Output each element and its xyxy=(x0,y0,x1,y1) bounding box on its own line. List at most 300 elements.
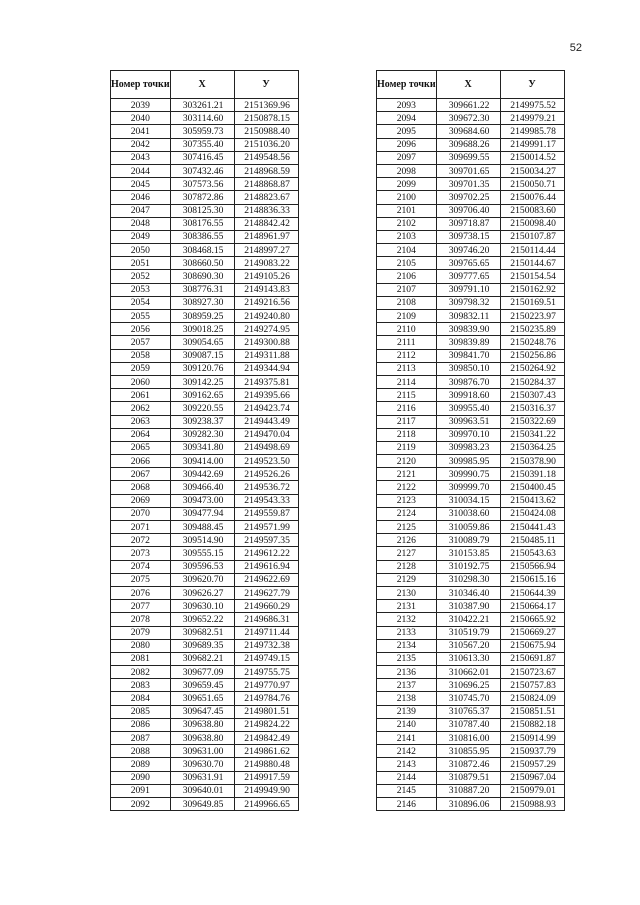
y-coordinate-cell: 2150566.94 xyxy=(500,560,564,573)
table-row xyxy=(111,718,299,731)
y-coordinate-cell: 2150256.86 xyxy=(500,349,564,362)
table-row xyxy=(377,455,565,468)
table-row xyxy=(377,138,565,151)
point-number-cell: 2134 xyxy=(377,639,437,652)
header-x: X xyxy=(170,71,234,99)
y-coordinate-cell: 2149660.29 xyxy=(234,600,298,613)
point-number-cell: 2051 xyxy=(111,257,171,270)
x-coordinate-cell: 309638.80 xyxy=(170,718,234,731)
table-row xyxy=(111,323,299,336)
table-row xyxy=(111,455,299,468)
point-number-cell: 2053 xyxy=(111,283,171,296)
x-coordinate-cell: 309630.10 xyxy=(170,600,234,613)
y-coordinate-cell: 2149949.90 xyxy=(234,784,298,797)
table-row xyxy=(111,600,299,613)
y-coordinate-cell: 2150967.04 xyxy=(500,771,564,784)
y-coordinate-cell: 2149083.22 xyxy=(234,257,298,270)
coordinates-table-right xyxy=(376,70,565,811)
point-number-cell: 2057 xyxy=(111,336,171,349)
point-number-cell: 2123 xyxy=(377,494,437,507)
table-row xyxy=(111,494,299,507)
point-number-cell: 2042 xyxy=(111,138,171,151)
x-coordinate-cell: 309630.70 xyxy=(170,758,234,771)
y-coordinate-cell: 2149536.72 xyxy=(234,481,298,494)
x-coordinate-cell: 309918.60 xyxy=(436,389,500,402)
table-row xyxy=(377,573,565,586)
x-coordinate-cell: 307432.46 xyxy=(170,164,234,177)
y-coordinate-cell: 2150235.89 xyxy=(500,323,564,336)
point-number-cell: 2089 xyxy=(111,758,171,771)
x-coordinate-cell: 309626.27 xyxy=(170,586,234,599)
point-number-cell: 2142 xyxy=(377,745,437,758)
y-coordinate-cell: 2149622.69 xyxy=(234,573,298,586)
point-number-cell: 2087 xyxy=(111,732,171,745)
x-coordinate-cell: 309832.11 xyxy=(436,310,500,323)
y-coordinate-cell: 2149686.31 xyxy=(234,613,298,626)
y-coordinate-cell: 2150223.97 xyxy=(500,310,564,323)
table-row xyxy=(377,217,565,230)
table-row xyxy=(111,797,299,810)
point-number-cell: 2086 xyxy=(111,718,171,731)
table-row xyxy=(377,178,565,191)
x-coordinate-cell: 308776.31 xyxy=(170,283,234,296)
table-row xyxy=(111,639,299,652)
y-coordinate-cell: 2149240.80 xyxy=(234,310,298,323)
point-number-cell: 2048 xyxy=(111,217,171,230)
x-coordinate-cell: 310298.30 xyxy=(436,573,500,586)
y-coordinate-cell: 2150114.44 xyxy=(500,244,564,257)
x-coordinate-cell: 308959.25 xyxy=(170,310,234,323)
x-coordinate-cell: 309414.00 xyxy=(170,455,234,468)
x-coordinate-cell: 309970.10 xyxy=(436,428,500,441)
y-coordinate-cell: 2150615.16 xyxy=(500,573,564,586)
y-coordinate-cell: 2150851.51 xyxy=(500,705,564,718)
x-coordinate-cell: 310745.70 xyxy=(436,692,500,705)
table-row xyxy=(111,244,299,257)
point-number-cell: 2073 xyxy=(111,547,171,560)
x-coordinate-cell: 308468.15 xyxy=(170,244,234,257)
table-row xyxy=(111,217,299,230)
x-coordinate-cell: 308176.55 xyxy=(170,217,234,230)
table-row xyxy=(377,99,565,112)
y-coordinate-cell: 2151036.20 xyxy=(234,138,298,151)
table-row xyxy=(111,521,299,534)
table-row xyxy=(377,600,565,613)
y-coordinate-cell: 2149375.81 xyxy=(234,375,298,388)
y-coordinate-cell: 2148968.59 xyxy=(234,164,298,177)
point-number-cell: 2085 xyxy=(111,705,171,718)
y-coordinate-cell: 2149979.21 xyxy=(500,112,564,125)
table-row xyxy=(111,468,299,481)
x-coordinate-cell: 310387.90 xyxy=(436,600,500,613)
point-number-cell: 2067 xyxy=(111,468,171,481)
point-number-cell: 2131 xyxy=(377,600,437,613)
x-coordinate-cell: 309839.89 xyxy=(436,336,500,349)
x-coordinate-cell: 308125.30 xyxy=(170,204,234,217)
point-number-cell: 2088 xyxy=(111,745,171,758)
table-row xyxy=(111,191,299,204)
x-coordinate-cell: 309839.90 xyxy=(436,323,500,336)
point-number-cell: 2078 xyxy=(111,613,171,626)
y-coordinate-cell: 2149975.52 xyxy=(500,99,564,112)
table-row xyxy=(377,296,565,309)
table-row xyxy=(377,151,565,164)
y-coordinate-cell: 2150169.51 xyxy=(500,296,564,309)
x-coordinate-cell: 309555.15 xyxy=(170,547,234,560)
table-row xyxy=(377,797,565,810)
table-row xyxy=(377,375,565,388)
table-row xyxy=(111,349,299,362)
point-number-cell: 2146 xyxy=(377,797,437,810)
table-row xyxy=(111,230,299,243)
point-number-cell: 2060 xyxy=(111,375,171,388)
point-number-cell: 2136 xyxy=(377,666,437,679)
table-row xyxy=(111,151,299,164)
point-number-cell: 2132 xyxy=(377,613,437,626)
y-coordinate-cell: 2149880.48 xyxy=(234,758,298,771)
y-coordinate-cell: 2149732.38 xyxy=(234,639,298,652)
x-coordinate-cell: 305959.73 xyxy=(170,125,234,138)
point-number-cell: 2075 xyxy=(111,573,171,586)
table-row xyxy=(377,389,565,402)
y-coordinate-cell: 2150691.87 xyxy=(500,652,564,665)
point-number-cell: 2076 xyxy=(111,586,171,599)
point-number-cell: 2097 xyxy=(377,151,437,164)
x-coordinate-cell: 310089.79 xyxy=(436,534,500,547)
point-number-cell: 2115 xyxy=(377,389,437,402)
y-coordinate-cell: 2150341.22 xyxy=(500,428,564,441)
y-coordinate-cell: 2149423.74 xyxy=(234,402,298,415)
x-coordinate-cell: 309983.23 xyxy=(436,441,500,454)
y-coordinate-cell: 2149548.56 xyxy=(234,151,298,164)
table-row xyxy=(377,336,565,349)
table-row xyxy=(111,164,299,177)
coordinates-table-left xyxy=(110,70,299,811)
point-number-cell: 2117 xyxy=(377,415,437,428)
x-coordinate-cell: 309661.22 xyxy=(436,99,500,112)
point-number-cell: 2083 xyxy=(111,679,171,692)
point-number-cell: 2140 xyxy=(377,718,437,731)
x-coordinate-cell: 307355.40 xyxy=(170,138,234,151)
x-coordinate-cell: 309514.90 xyxy=(170,534,234,547)
x-coordinate-cell: 308660.50 xyxy=(170,257,234,270)
x-coordinate-cell: 309282.30 xyxy=(170,428,234,441)
y-coordinate-cell: 2149711.44 xyxy=(234,626,298,639)
point-number-cell: 2092 xyxy=(111,797,171,810)
y-coordinate-cell: 2150034.27 xyxy=(500,164,564,177)
point-number-cell: 2100 xyxy=(377,191,437,204)
table-row xyxy=(377,784,565,797)
table-row xyxy=(111,178,299,191)
header-point-number: Номер точки xyxy=(377,71,437,99)
point-number-cell: 2072 xyxy=(111,534,171,547)
table-row xyxy=(377,402,565,415)
x-coordinate-cell: 309876.70 xyxy=(436,375,500,388)
point-number-cell: 2045 xyxy=(111,178,171,191)
point-number-cell: 2121 xyxy=(377,468,437,481)
x-coordinate-cell: 307416.45 xyxy=(170,151,234,164)
y-coordinate-cell: 2150248.76 xyxy=(500,336,564,349)
point-number-cell: 2104 xyxy=(377,244,437,257)
table-row xyxy=(377,692,565,705)
y-coordinate-cell: 2150543.63 xyxy=(500,547,564,560)
table-row xyxy=(377,547,565,560)
y-coordinate-cell: 2149842.49 xyxy=(234,732,298,745)
x-coordinate-cell: 309087.15 xyxy=(170,349,234,362)
table-row xyxy=(111,573,299,586)
y-coordinate-cell: 2150307.43 xyxy=(500,389,564,402)
x-coordinate-cell: 310192.75 xyxy=(436,560,500,573)
y-coordinate-cell: 2150316.37 xyxy=(500,402,564,415)
table-row xyxy=(377,204,565,217)
x-coordinate-cell: 310696.25 xyxy=(436,679,500,692)
point-number-cell: 2128 xyxy=(377,560,437,573)
table-row xyxy=(377,560,565,573)
table-row xyxy=(111,784,299,797)
point-number-cell: 2052 xyxy=(111,270,171,283)
point-number-cell: 2138 xyxy=(377,692,437,705)
y-coordinate-cell: 2149344.94 xyxy=(234,362,298,375)
table-header-row xyxy=(111,71,299,99)
point-number-cell: 2135 xyxy=(377,652,437,665)
table-row xyxy=(377,758,565,771)
y-coordinate-cell: 2149311.88 xyxy=(234,349,298,362)
y-coordinate-cell: 2150957.29 xyxy=(500,758,564,771)
y-coordinate-cell: 2150669.27 xyxy=(500,626,564,639)
y-coordinate-cell: 2150882.18 xyxy=(500,718,564,731)
y-coordinate-cell: 2150644.39 xyxy=(500,586,564,599)
y-coordinate-cell: 2150050.71 xyxy=(500,178,564,191)
point-number-cell: 2133 xyxy=(377,626,437,639)
x-coordinate-cell: 309699.55 xyxy=(436,151,500,164)
point-number-cell: 2125 xyxy=(377,521,437,534)
point-number-cell: 2127 xyxy=(377,547,437,560)
y-coordinate-cell: 2149571.99 xyxy=(234,521,298,534)
table-row xyxy=(377,732,565,745)
y-coordinate-cell: 2149216.56 xyxy=(234,296,298,309)
x-coordinate-cell: 309985.95 xyxy=(436,455,500,468)
point-number-cell: 2062 xyxy=(111,402,171,415)
point-number-cell: 2056 xyxy=(111,323,171,336)
table-row xyxy=(377,164,565,177)
table-row xyxy=(111,428,299,441)
point-number-cell: 2105 xyxy=(377,257,437,270)
y-coordinate-cell: 2150378.90 xyxy=(500,455,564,468)
x-coordinate-cell: 310896.06 xyxy=(436,797,500,810)
x-coordinate-cell: 308386.55 xyxy=(170,230,234,243)
y-coordinate-cell: 2150413.62 xyxy=(500,494,564,507)
point-number-cell: 2110 xyxy=(377,323,437,336)
x-coordinate-cell: 310034.15 xyxy=(436,494,500,507)
table-row xyxy=(111,692,299,705)
point-number-cell: 2074 xyxy=(111,560,171,573)
table-row xyxy=(377,415,565,428)
y-coordinate-cell: 2149966.65 xyxy=(234,797,298,810)
table-row xyxy=(377,679,565,692)
y-coordinate-cell: 2149395.66 xyxy=(234,389,298,402)
point-number-cell: 2139 xyxy=(377,705,437,718)
point-number-cell: 2111 xyxy=(377,336,437,349)
table-row xyxy=(111,705,299,718)
y-coordinate-cell: 2150937.79 xyxy=(500,745,564,758)
point-number-cell: 2095 xyxy=(377,125,437,138)
point-number-cell: 2064 xyxy=(111,428,171,441)
y-coordinate-cell: 2150364.25 xyxy=(500,441,564,454)
point-number-cell: 2098 xyxy=(377,164,437,177)
x-coordinate-cell: 310855.95 xyxy=(436,745,500,758)
y-coordinate-cell: 2149612.22 xyxy=(234,547,298,560)
x-coordinate-cell: 309631.91 xyxy=(170,771,234,784)
table-row xyxy=(377,349,565,362)
y-coordinate-cell: 2149770.97 xyxy=(234,679,298,692)
y-coordinate-cell: 2150391.18 xyxy=(500,468,564,481)
point-number-cell: 2058 xyxy=(111,349,171,362)
y-coordinate-cell: 2149443.49 xyxy=(234,415,298,428)
x-coordinate-cell: 309701.65 xyxy=(436,164,500,177)
y-coordinate-cell: 2149559.87 xyxy=(234,507,298,520)
y-coordinate-cell: 2150665.92 xyxy=(500,613,564,626)
x-coordinate-cell: 309596.53 xyxy=(170,560,234,573)
x-coordinate-cell: 309651.65 xyxy=(170,692,234,705)
table-row xyxy=(111,679,299,692)
table-row xyxy=(377,323,565,336)
point-number-cell: 2040 xyxy=(111,112,171,125)
x-coordinate-cell: 310422.21 xyxy=(436,613,500,626)
y-coordinate-cell: 2150988.40 xyxy=(234,125,298,138)
x-coordinate-cell: 309738.15 xyxy=(436,230,500,243)
y-coordinate-cell: 2148961.97 xyxy=(234,230,298,243)
table-row xyxy=(111,415,299,428)
y-coordinate-cell: 2150424.08 xyxy=(500,507,564,520)
x-coordinate-cell: 309466.40 xyxy=(170,481,234,494)
point-number-cell: 2081 xyxy=(111,652,171,665)
point-number-cell: 2071 xyxy=(111,521,171,534)
x-coordinate-cell: 309620.70 xyxy=(170,573,234,586)
x-coordinate-cell: 309798.32 xyxy=(436,296,500,309)
point-number-cell: 2070 xyxy=(111,507,171,520)
point-number-cell: 2065 xyxy=(111,441,171,454)
table-row xyxy=(111,626,299,639)
table-row xyxy=(377,771,565,784)
x-coordinate-cell: 309238.37 xyxy=(170,415,234,428)
table-row xyxy=(111,560,299,573)
table-row xyxy=(111,257,299,270)
table-row xyxy=(377,718,565,731)
x-coordinate-cell: 309638.80 xyxy=(170,732,234,745)
x-coordinate-cell: 309684.60 xyxy=(436,125,500,138)
point-number-cell: 2112 xyxy=(377,349,437,362)
point-number-cell: 2068 xyxy=(111,481,171,494)
y-coordinate-cell: 2150284.37 xyxy=(500,375,564,388)
table-row xyxy=(111,375,299,388)
x-coordinate-cell: 309990.75 xyxy=(436,468,500,481)
point-number-cell: 2137 xyxy=(377,679,437,692)
y-coordinate-cell: 2150675.94 xyxy=(500,639,564,652)
y-coordinate-cell: 2150098.40 xyxy=(500,217,564,230)
y-coordinate-cell: 2150400.45 xyxy=(500,481,564,494)
y-coordinate-cell: 2150322.69 xyxy=(500,415,564,428)
table-row xyxy=(377,521,565,534)
y-coordinate-cell: 2150723.67 xyxy=(500,666,564,679)
x-coordinate-cell: 309718.87 xyxy=(436,217,500,230)
table-row xyxy=(111,771,299,784)
x-coordinate-cell: 309341.80 xyxy=(170,441,234,454)
x-coordinate-cell: 310519.79 xyxy=(436,626,500,639)
table-row xyxy=(377,494,565,507)
table-row xyxy=(377,626,565,639)
table-row xyxy=(377,310,565,323)
table-row xyxy=(377,244,565,257)
x-coordinate-cell: 309765.65 xyxy=(436,257,500,270)
x-coordinate-cell: 308927.30 xyxy=(170,296,234,309)
table-row xyxy=(111,507,299,520)
point-number-cell: 2093 xyxy=(377,99,437,112)
x-coordinate-cell: 309682.21 xyxy=(170,652,234,665)
table-row xyxy=(377,362,565,375)
table-row xyxy=(377,230,565,243)
x-coordinate-cell: 309706.40 xyxy=(436,204,500,217)
table-row xyxy=(111,613,299,626)
y-coordinate-cell: 2149627.79 xyxy=(234,586,298,599)
table-row xyxy=(111,534,299,547)
y-coordinate-cell: 2150154.54 xyxy=(500,270,564,283)
table-header-row xyxy=(377,71,565,99)
x-coordinate-cell: 309640.01 xyxy=(170,784,234,797)
y-coordinate-cell: 2148842.42 xyxy=(234,217,298,230)
table-row xyxy=(111,283,299,296)
point-number-cell: 2143 xyxy=(377,758,437,771)
x-coordinate-cell: 309018.25 xyxy=(170,323,234,336)
point-number-cell: 2107 xyxy=(377,283,437,296)
table-row xyxy=(111,125,299,138)
header-y: У xyxy=(234,71,298,99)
y-coordinate-cell: 2150988.93 xyxy=(500,797,564,810)
point-number-cell: 2066 xyxy=(111,455,171,468)
y-coordinate-cell: 2150014.52 xyxy=(500,151,564,164)
x-coordinate-cell: 308690.30 xyxy=(170,270,234,283)
table-row xyxy=(377,586,565,599)
x-coordinate-cell: 309963.51 xyxy=(436,415,500,428)
header-x: X xyxy=(436,71,500,99)
x-coordinate-cell: 309702.25 xyxy=(436,191,500,204)
y-coordinate-cell: 2150979.01 xyxy=(500,784,564,797)
x-coordinate-cell: 309689.35 xyxy=(170,639,234,652)
x-coordinate-cell: 307872.86 xyxy=(170,191,234,204)
table-row xyxy=(111,389,299,402)
y-coordinate-cell: 2149597.35 xyxy=(234,534,298,547)
y-coordinate-cell: 2150914.99 xyxy=(500,732,564,745)
table-row xyxy=(111,296,299,309)
point-number-cell: 2129 xyxy=(377,573,437,586)
table-row xyxy=(377,441,565,454)
point-number-cell: 2116 xyxy=(377,402,437,415)
x-coordinate-cell: 309701.35 xyxy=(436,178,500,191)
y-coordinate-cell: 2150824.09 xyxy=(500,692,564,705)
y-coordinate-cell: 2148836.33 xyxy=(234,204,298,217)
table-row xyxy=(111,336,299,349)
x-coordinate-cell: 309162.65 xyxy=(170,389,234,402)
point-number-cell: 2055 xyxy=(111,310,171,323)
point-number-cell: 2091 xyxy=(111,784,171,797)
header-y: У xyxy=(500,71,564,99)
point-number-cell: 2041 xyxy=(111,125,171,138)
point-number-cell: 2124 xyxy=(377,507,437,520)
table-row xyxy=(377,639,565,652)
table-row xyxy=(111,402,299,415)
point-number-cell: 2063 xyxy=(111,415,171,428)
point-number-cell: 2043 xyxy=(111,151,171,164)
x-coordinate-cell: 309473.00 xyxy=(170,494,234,507)
